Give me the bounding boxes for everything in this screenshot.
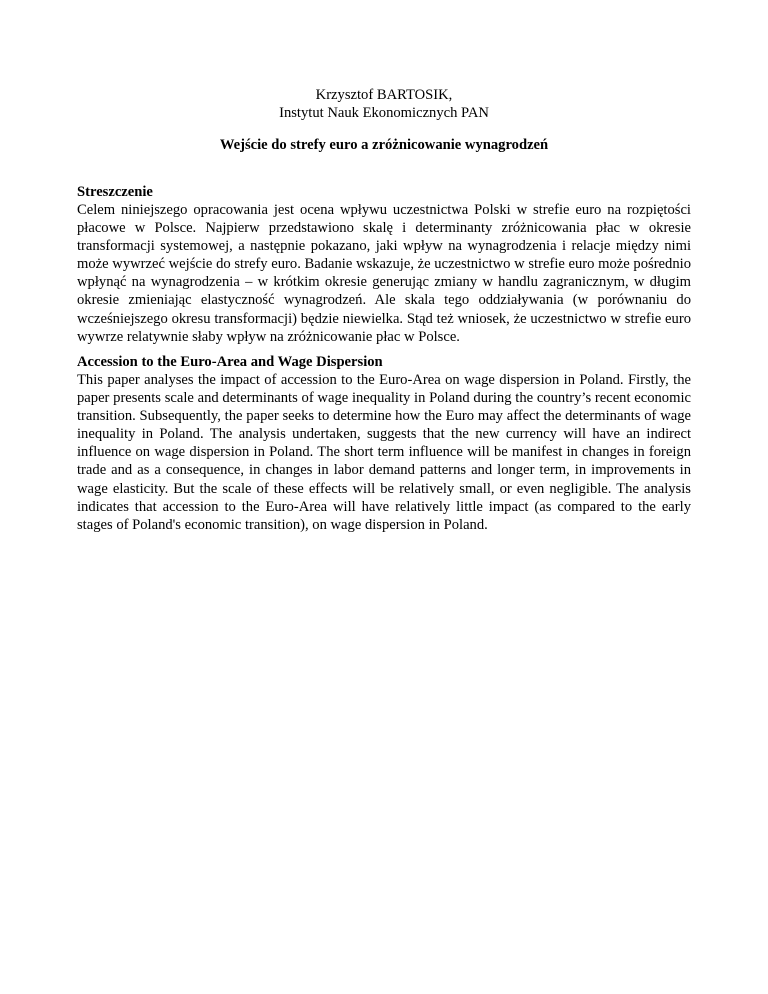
abstract-english-text: This paper analyses the impact of accession to the Euro-Area on wage dispersion in Poland. Firstly, the paper presents scale and determinants of wage inequality in Poland during the country’s recent economic transition. Subsequently, the paper seeks to determine how the Euro may affect the determinants of wage inequality in Poland. The analysis undertaken, suggests that the new currency will have an indirect influence on wage dispersion in Poland. The short term influence will be manifest in changes in foreign trade and as a consequence, in changes in labor demand patterns and longer term, in improvements in wage elasticity. But the scale of these effects will be relatively small, or even negligible. The analysis indicates that accession to the Euro-Area will have relatively little impact (as compared to the early stages of Poland's economic transition), on wage dispersion in Poland. xyxy=(77,372,691,533)
abstract-english xyxy=(77,353,691,534)
author-name: Krzysztof BARTOSIK, xyxy=(315,87,453,103)
abstract-polish-heading: Streszczenie xyxy=(77,184,153,200)
abstract-polish xyxy=(77,183,691,346)
abstract-polish-text: Celem niniejszego opracowania jest ocena wpływu uczestnictwa Polski w strefie euro na rozpiętości płacowe w Polsce. Najpierw przedstawiono skalę i determinanty zróżnicowania płac w okresie transformacji systemowej, a następnie pokazano, jaki wpływ na wynagrodzenia i relacje między nimi może wywrzeć wejście do strefy euro. Badanie wskazuje, że uczestnictwo w strefie euro może pośrednio wpłynąć na wynagrodzenia – w krótkim okresie generując zmiany w handlu zagranicznym, w długim okresie zmieniając elastyczność wynagrodzeń. Ale skala tego oddziaływania (w porównaniu do wcześniejszego okresu transformacji) będzie niewielka. Stąd też wniosek, że uczestnictwo w strefie euro wywrze relatywnie słaby wpływ na zróżnicowanie płac w Polsce. xyxy=(77,202,691,345)
author-affiliation: Instytut Nauk Ekonomicznych PAN xyxy=(279,105,489,121)
author-block xyxy=(77,86,691,122)
abstract-english-heading: Accession to the Euro-Area and Wage Dispersion xyxy=(77,354,383,370)
paper-title: Wejście do strefy euro a zróżnicowanie wynagrodzeń xyxy=(219,137,549,153)
